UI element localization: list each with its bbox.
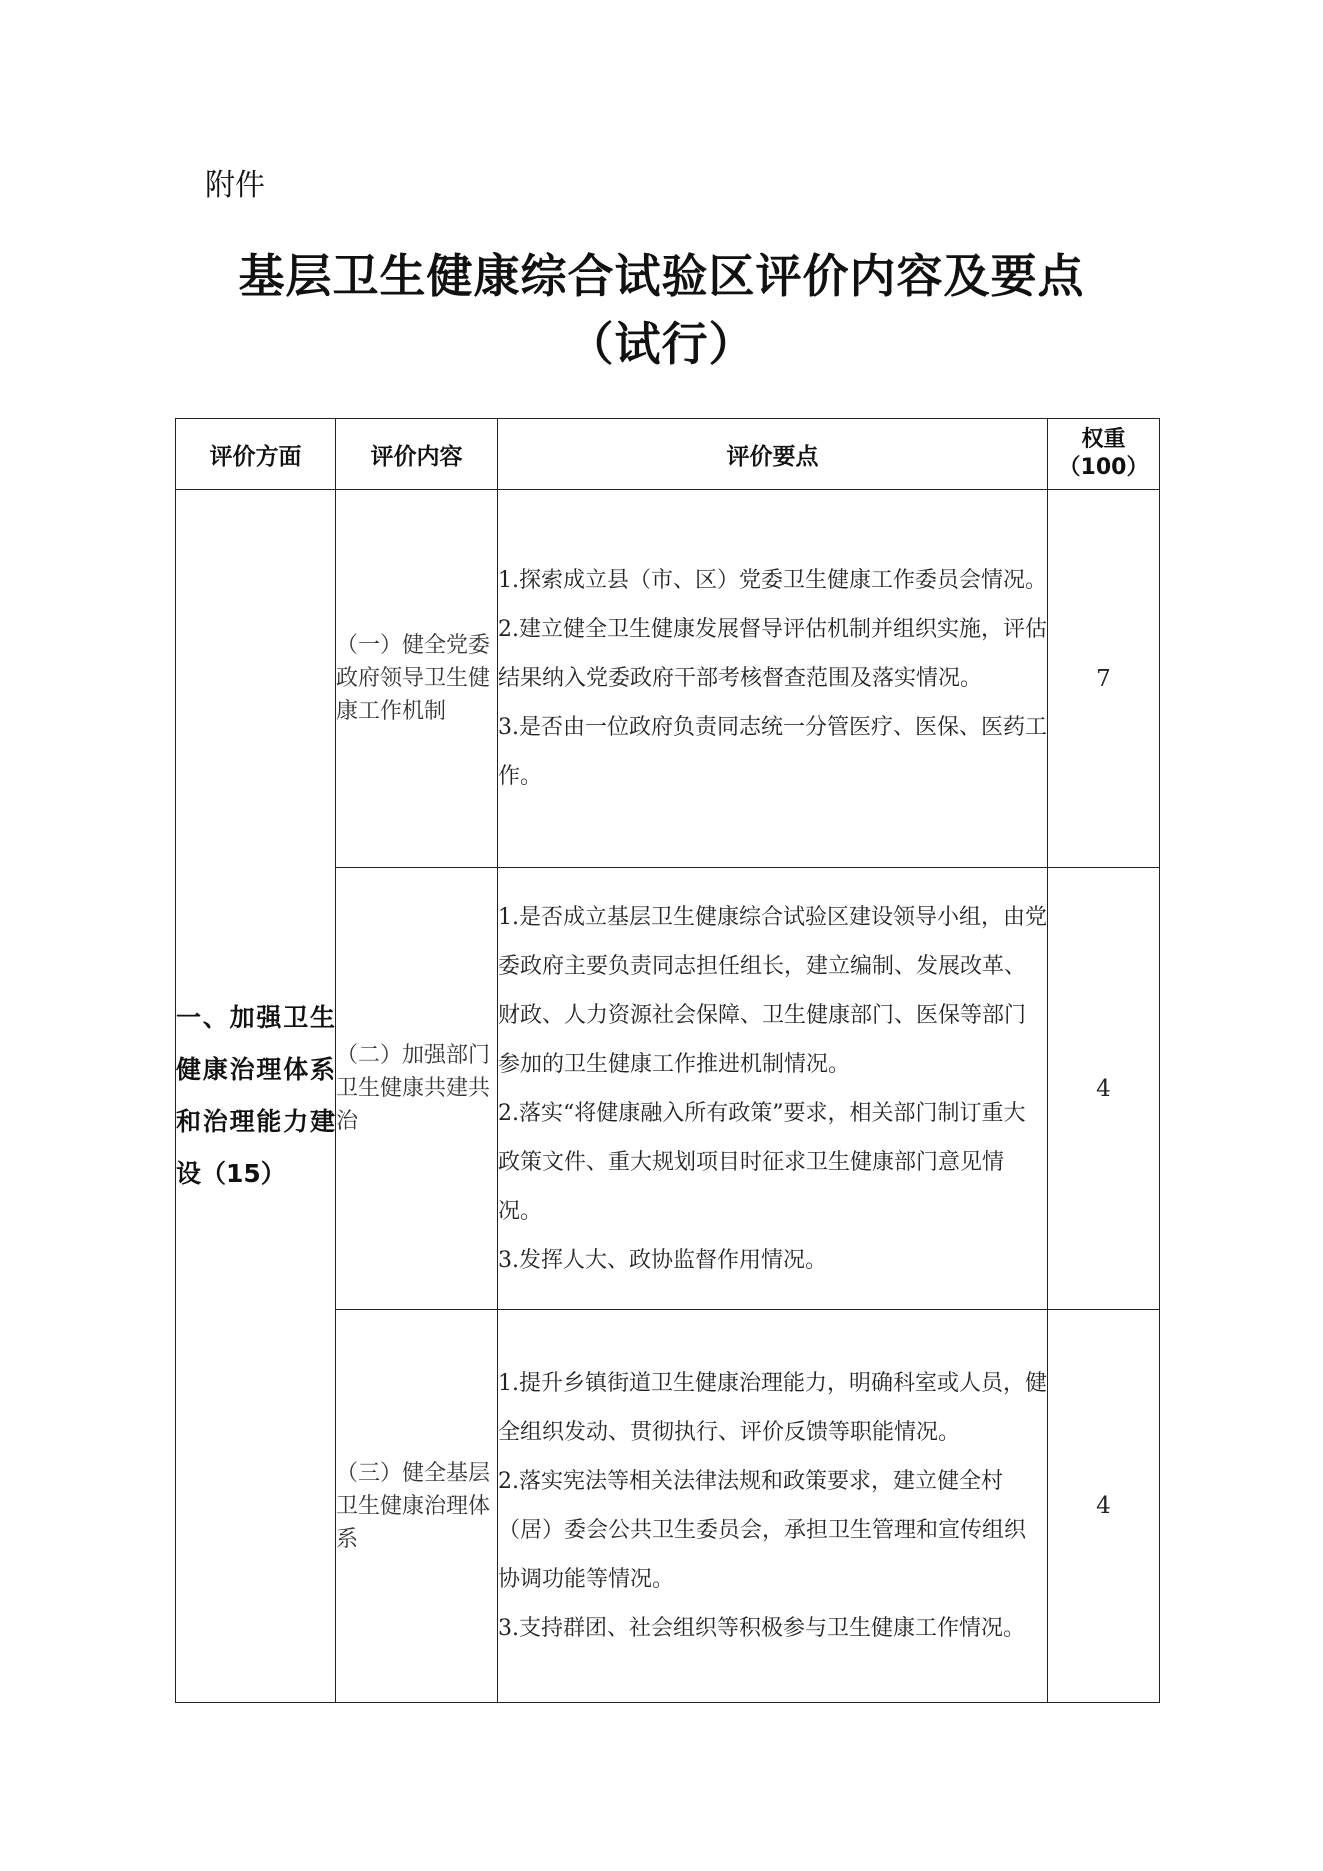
attachment-label: 附件: [205, 168, 265, 203]
points-cell: [498, 490, 1048, 868]
table-row: [176, 490, 1160, 868]
points-cell: [498, 1310, 1048, 1703]
point-item: 3.发挥人大、政协监督作用情况。: [498, 1247, 827, 1273]
evaluation-table: [175, 418, 1160, 1703]
weight-cell: 4: [1048, 1310, 1160, 1703]
weight-cell: 4: [1048, 868, 1160, 1310]
header-weight-label: 权重: [1081, 427, 1126, 452]
header-aspect: 评价方面: [176, 419, 336, 490]
header-points: 评价要点: [498, 419, 1048, 490]
point-item: 2.落实宪法等相关法律法规和政策要求，建立健全村（居）委会公共卫生委员会，承担卫生管理和宣传组织协调功能等情况。: [498, 1469, 1027, 1592]
aspect-cell: 一、加强卫生健康治理体系和治理能力建设（15）: [176, 490, 336, 1703]
point-item: 3.是否由一位政府负责同志统一分管医疗、医保、医药工作。: [498, 715, 1047, 789]
header-weight-total: （100）: [1058, 455, 1149, 480]
point-item: 1.探索成立县（市、区）党委卫生健康工作委员会情况。: [498, 568, 1047, 593]
content-cell: （一）健全党委政府领导卫生健康工作机制: [336, 490, 498, 868]
document-title: 基层卫生健康综合试验区评价内容及要点: [238, 249, 1085, 303]
header-weight: [1048, 419, 1160, 490]
points-cell: [498, 868, 1048, 1310]
header-content: 评价内容: [336, 419, 498, 490]
table-header-row: [176, 419, 1160, 490]
point-item: 1.是否成立基层卫生健康综合试验区建设领导小组，由党委政府主要负责同志担任组长，建立编制、发展改革、财政、人力资源社会保障、卫生健康部门、医保等部门参加的卫生健康工作推进机制情况。: [498, 904, 1047, 1077]
content-cell: （三）健全基层卫生健康治理体系: [336, 1310, 498, 1703]
weight-cell: 7: [1048, 490, 1160, 868]
point-item: 2.建立健全卫生健康发展督导评估机制并组织实施，评估结果纳入党委政府干部考核督查范围及落实情况。: [498, 617, 1047, 691]
document-subtitle: （试行）: [567, 317, 756, 371]
point-item: 1.提升乡镇街道卫生健康治理能力，明确科室或人员，健全组织发动、贯彻执行、评价反馈等职能情况。: [498, 1371, 1047, 1445]
point-item: 2.落实“将健康融入所有政策”要求，相关部门制订重大政策文件、重大规划项目时征求卫生健康部门意见情况。: [498, 1100, 1026, 1224]
point-item: 3.支持群团、社会组织等积极参与卫生健康工作情况。: [498, 1616, 1025, 1641]
content-cell: （二）加强部门卫生健康共建共治: [336, 868, 498, 1310]
